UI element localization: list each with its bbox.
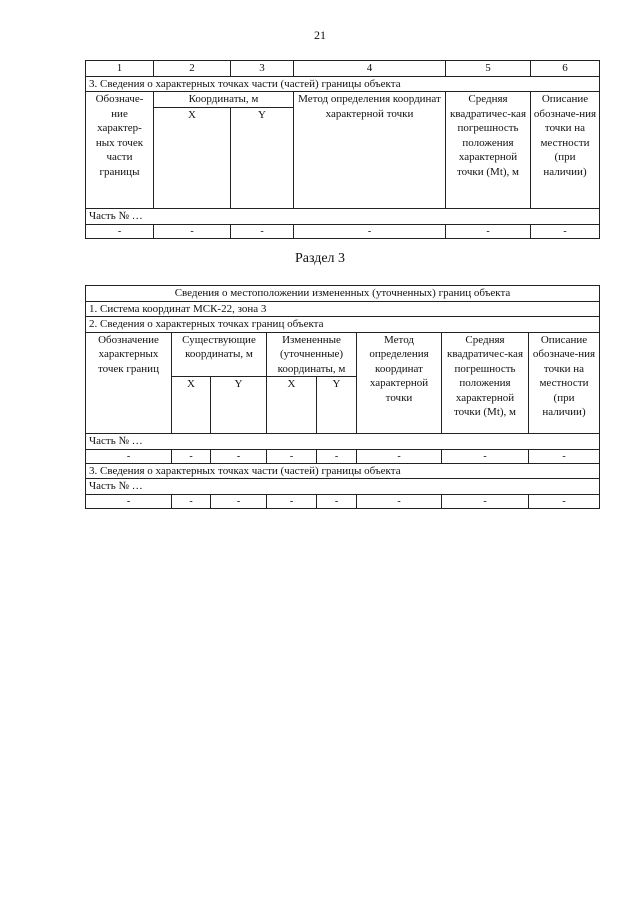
col-number: 1 <box>86 61 154 77</box>
dash-row <box>86 494 600 508</box>
part-row: Часть № … <box>86 479 600 495</box>
table-title-row: Сведения о местоположении измененных (уточненных) границ объекта <box>86 286 600 302</box>
column-number-row <box>86 61 600 77</box>
header-description: Описание обозначе-ния точки на местности (при наличии) <box>531 92 600 209</box>
table-changed-boundaries <box>85 285 600 509</box>
dash-cell: - <box>211 449 267 463</box>
dash-cell: - <box>442 449 529 463</box>
header-error: Средняя квадратичес-кая погрешность положения характерной точки (Mt), м <box>442 332 529 434</box>
header-designation: Обозначение характерных точек границ <box>86 332 172 434</box>
header-changed-coordinates: Измененные (уточненные) координаты, м <box>267 332 357 377</box>
dash-cell: - <box>317 494 357 508</box>
dash-cell: - <box>442 494 529 508</box>
part-points-section-row: 3. Сведения о характерных точках части (частей) границы объекта <box>86 463 600 479</box>
section-row: 3. Сведения о характерных точках части (частей) границы объекта <box>86 76 600 92</box>
dash-cell: - <box>294 224 446 238</box>
header-existing-coordinates: Существующие координаты, м <box>172 332 267 377</box>
header-error: Средняя квадратичес-кая погрешность положения характерной точки (Mt), м <box>446 92 531 209</box>
dash-cell: - <box>172 449 211 463</box>
dash-cell: - <box>86 449 172 463</box>
header-y: Y <box>231 108 294 209</box>
dash-cell: - <box>446 224 531 238</box>
dash-cell: - <box>267 494 317 508</box>
coordinate-system-row: 1. Система координат МСК-22, зона 3 <box>86 301 600 317</box>
dash-cell: - <box>231 224 294 238</box>
dash-cell: - <box>317 449 357 463</box>
dash-cell: - <box>529 494 600 508</box>
col-number: 4 <box>294 61 446 77</box>
header-x: X <box>154 108 231 209</box>
header-existing-x: X <box>172 377 211 434</box>
col-number: 3 <box>231 61 294 77</box>
points-section-row: 2. Сведения о характерных точках границ объекта <box>86 317 600 333</box>
page-number: 21 <box>314 28 326 42</box>
table-part-boundary-points <box>85 60 600 239</box>
col-number: 2 <box>154 61 231 77</box>
section-title: Раздел 3 <box>294 251 346 266</box>
dash-cell: - <box>529 449 600 463</box>
header-method: Метод определения координат характерной точки <box>357 332 442 434</box>
header-changed-y: Y <box>317 377 357 434</box>
header-description: Описание обозначе-ния точки на местности (при наличии) <box>529 332 600 434</box>
dash-cell: - <box>86 224 154 238</box>
dash-cell: - <box>531 224 600 238</box>
col-number: 6 <box>531 61 600 77</box>
dash-row <box>86 449 600 463</box>
header-changed-x: X <box>267 377 317 434</box>
header-existing-y: Y <box>211 377 267 434</box>
header-method: Метод определения координат характерной точки <box>294 92 446 209</box>
dash-cell: - <box>357 494 442 508</box>
col-number: 5 <box>446 61 531 77</box>
header-coordinates: Координаты, м <box>154 92 294 108</box>
dash-row <box>86 224 600 238</box>
dash-cell: - <box>267 449 317 463</box>
part-row: Часть № … <box>86 434 600 450</box>
dash-cell: - <box>357 449 442 463</box>
part-row: Часть № … <box>86 209 600 225</box>
header-designation: Обозначе-ние характер-ных точек части границы <box>86 92 154 209</box>
dash-cell: - <box>154 224 231 238</box>
dash-cell: - <box>172 494 211 508</box>
dash-cell: - <box>211 494 267 508</box>
dash-cell: - <box>86 494 172 508</box>
